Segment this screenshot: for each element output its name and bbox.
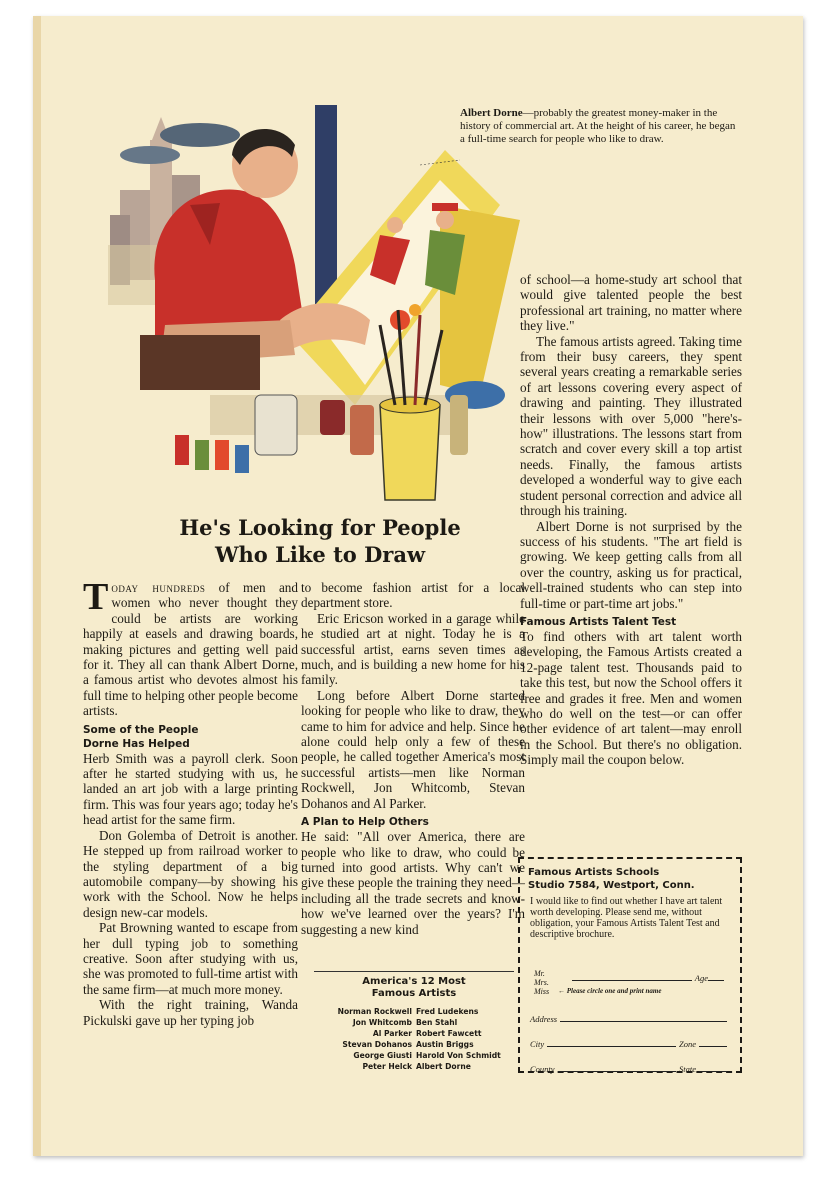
paragraph-talent-test: To find others with art talent worth developing, the Famous Artists created a 12-page talent test. Thousands paid to take this test, but now the School offers it free and grades it free. Men and women who do well on the test—or can offer other evidence of art talent—may enroll in the School. But there's no obligation. Simply mail the coupon below. bbox=[520, 628, 742, 768]
famous-artists-box bbox=[300, 971, 528, 1072]
coupon-studio-address: Studio 7584, Westport, Conn. bbox=[528, 880, 695, 891]
coupon-header bbox=[528, 866, 732, 892]
list-item bbox=[300, 1017, 528, 1028]
county-state-row bbox=[530, 1049, 730, 1074]
intro-lead: oday hundreds bbox=[111, 580, 206, 595]
salutation-mr[interactable]: Mr. bbox=[534, 969, 545, 978]
address-fields bbox=[520, 999, 740, 1074]
artist-illustration bbox=[80, 95, 540, 515]
paragraph-pat-browning: Pat Browning wanted to escape from her dull typing job to something creative. Soon after studying with us, she was promoted to full-time artist with the same firm—at much more money. bbox=[83, 920, 298, 997]
mail-coupon[interactable] bbox=[518, 857, 742, 1073]
artist-name: Stevan Dohanos bbox=[342, 1040, 412, 1049]
artist-name: Al Parker bbox=[372, 1029, 412, 1038]
city-field[interactable] bbox=[547, 1046, 676, 1047]
list-item bbox=[300, 1039, 528, 1050]
state-label: State bbox=[679, 1064, 696, 1074]
paragraph-wanda-pickulski: With the right training, Wanda Pickulski gave up her typing job bbox=[83, 997, 298, 1028]
paragraph-artists-agreed: The famous artists agreed. Taking time from their busy careers, they spent several years creating a remarkable series of art lessons covering every aspect of drawing and painting. They illustrated their lessons with over 5,000 "here's-how" illustrations. The lessons start from scratch and cover every skill a top artist needs. Finally, the famous artists developed a wonderful way to give each student personal correction and advice all through his training. bbox=[520, 333, 742, 519]
city-zone-row bbox=[530, 1024, 730, 1049]
salutation-options[interactable] bbox=[534, 969, 549, 996]
famous-title-line-1: America's 12 Most bbox=[362, 976, 466, 987]
paragraph-don-golemba: Don Golemba of Detroit is another. He stepped up from railroad worker to the styling department of a big automobile company—by showing his work with the School. Now he helps design new-car models. bbox=[83, 827, 298, 920]
artist-name: Albert Dorne bbox=[416, 1062, 471, 1071]
artist-name: Jon Whitcomb bbox=[352, 1018, 412, 1027]
paragraph-of-school: of school—a home-study art school that would give talented people the best professional art training, no matter where they live." bbox=[520, 272, 742, 334]
address-field[interactable] bbox=[560, 1021, 727, 1022]
paragraph-long-before: Long before Albert Dorne started looking for people who like to draw, they came to him for advice and help. Since he alone could help only a few of these people, he called together America's most successful artists—men like Norman Rockwell, Jon Whitcomb, Stevan Dohanos and Al Parker. bbox=[301, 687, 525, 811]
section-heading-line-2: Dorne Has Helped bbox=[83, 737, 190, 750]
drop-cap: T bbox=[83, 576, 109, 618]
list-item bbox=[300, 1006, 528, 1017]
list-item bbox=[300, 1050, 528, 1061]
artist-name: George Giusti bbox=[353, 1051, 412, 1060]
city-label: City bbox=[530, 1039, 545, 1049]
circle-instruction bbox=[558, 987, 661, 995]
column-3 bbox=[520, 272, 742, 768]
paragraph-fashion-artist: to become fashion artist for a local department store. bbox=[301, 580, 525, 611]
section-heading-people bbox=[83, 723, 298, 751]
arrow-left-icon: ← bbox=[558, 987, 565, 995]
list-item bbox=[300, 1028, 528, 1039]
caption-text: —probably the greatest money-maker in the history of commercial art. At the height of his career, he began a full-time search for people who like to draw. bbox=[460, 107, 736, 145]
salutation-miss[interactable]: Miss bbox=[534, 987, 550, 996]
address-label: Address bbox=[530, 1014, 558, 1024]
name-field[interactable] bbox=[572, 980, 692, 981]
artist-name: Peter Helck bbox=[362, 1062, 412, 1071]
coupon-school-name: Famous Artists Schools bbox=[528, 867, 660, 878]
county-label: County bbox=[530, 1064, 555, 1074]
age-field[interactable] bbox=[708, 980, 724, 981]
address-row bbox=[530, 999, 730, 1024]
famous-title-line-2: Famous Artists bbox=[371, 988, 457, 999]
artist-name: Ben Stahl bbox=[416, 1018, 458, 1027]
paragraph-he-said: He said: "All over America, there are people who like to draw, who could be turned into good artists. Why can't we give these people the training they need—including all the trade secrets and know-how we've learned over the years? I'm suggesting a new kind bbox=[301, 829, 525, 937]
paragraph-not-surprised: Albert Dorne is not surprised by the success of his students. "The art field is growing. We keep getting calls from all over the country, asking us for practical, well-trained students who can step into full-time or part-time art jobs." bbox=[520, 518, 742, 611]
section-heading-talent-test: Famous Artists Talent Test bbox=[520, 615, 677, 628]
list-item bbox=[300, 1061, 528, 1072]
section-heading-plan: A Plan to Help Others bbox=[301, 816, 429, 829]
divider bbox=[314, 971, 514, 972]
salutation-mrs[interactable]: Mrs. bbox=[534, 978, 549, 987]
artist-name: Norman Rockwell bbox=[337, 1007, 412, 1016]
paragraph-herb-smith: Herb Smith was a payroll clerk. Soon after he started studying with us, he landed an art job with a large printing firm. This was four years ago; today he's head artist for the same firm. bbox=[83, 750, 298, 828]
name-age-line bbox=[572, 973, 727, 983]
intro-text: of men and women who never thought they could be artists are working happily at easels and drawing boards, making pictures and getting well paid for it. They all can thank Albert Dorne, a famous artist who devotes almost his full time to helping other people become artists. bbox=[83, 580, 298, 719]
famous-artists-list bbox=[300, 1006, 528, 1072]
famous-artists-title bbox=[300, 976, 528, 1000]
zone-label: Zone bbox=[679, 1039, 696, 1049]
zone-field[interactable] bbox=[699, 1046, 727, 1047]
column-1 bbox=[83, 576, 298, 1028]
circle-instruction-text: Please circle one and print name bbox=[566, 987, 662, 995]
coupon-body: I would like to find out whether I have art talent worth developing. Please send me, without obligation, your Famous Artists Talent Test and descriptive brochure. bbox=[530, 896, 723, 940]
section-heading-line-1: Some of the People bbox=[83, 723, 199, 736]
county-field[interactable] bbox=[558, 1071, 676, 1072]
artist-name: Fred Ludekens bbox=[416, 1007, 479, 1016]
artist-name: Austin Briggs bbox=[416, 1040, 474, 1049]
intro-paragraph bbox=[83, 576, 298, 719]
headline-line-2: Who Like to Draw bbox=[214, 542, 426, 567]
artist-name: Harold Von Schmidt bbox=[416, 1051, 501, 1060]
headline bbox=[100, 514, 540, 568]
artist-name: Robert Fawcett bbox=[416, 1029, 482, 1038]
state-field[interactable] bbox=[699, 1071, 727, 1072]
paragraph-eric-ericson: Eric Ericson worked in a garage while he studied art at night. Today he is a successful artist, earns seven times as much, and is building a new home for his family. bbox=[301, 610, 525, 688]
illustration-caption bbox=[460, 107, 740, 146]
caption-name: Albert Dorne bbox=[460, 107, 523, 119]
headline-line-1: He's Looking for People bbox=[179, 515, 461, 540]
age-label: Age bbox=[694, 973, 708, 983]
column-2 bbox=[301, 580, 525, 937]
